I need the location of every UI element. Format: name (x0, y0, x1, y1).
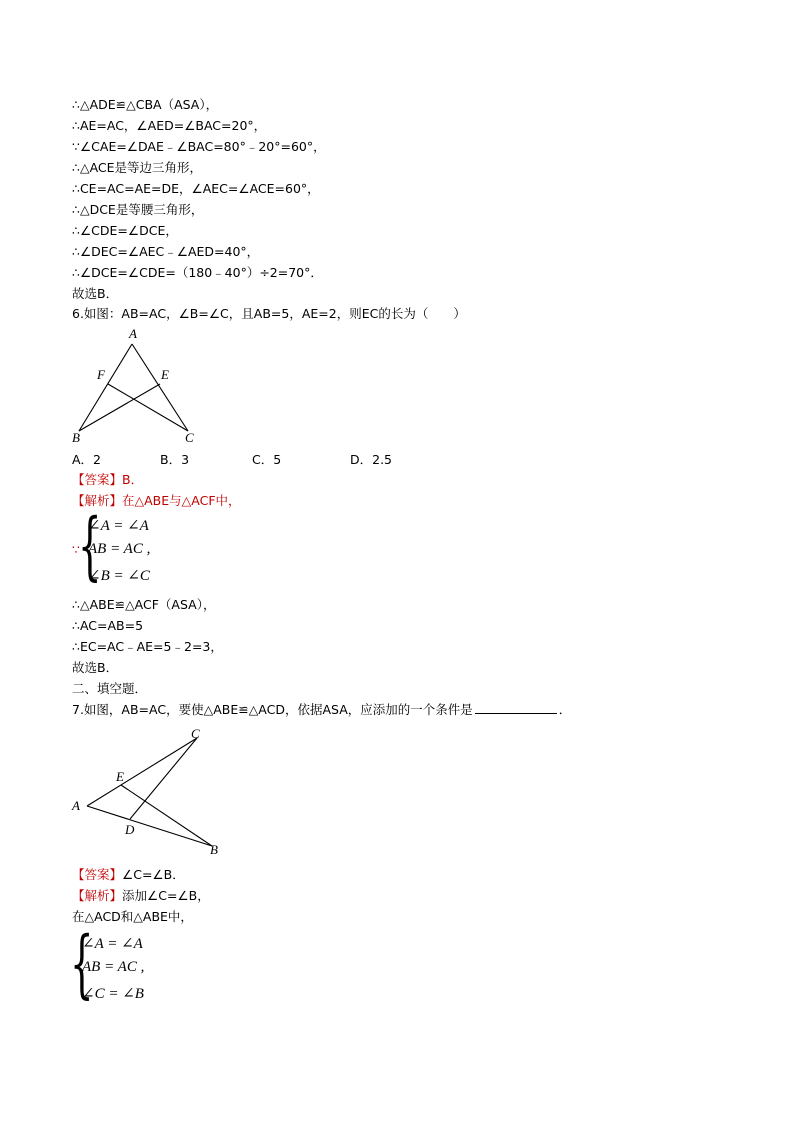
proof-line-1: ∴△ADE≌△CBA（ASA）， (72, 97, 219, 112)
q6-eq-3: ∠B = ∠C (88, 568, 150, 584)
q6-conclusion: 故选B． (72, 660, 119, 675)
q6-step-1: ∴△ABE≌△ACF（ASA）， (72, 597, 216, 612)
q7-analysis-tag: 【解析】 (72, 888, 123, 903)
q6-side-ab (79, 344, 132, 431)
q7-segment-ac (87, 738, 197, 806)
q7-answer-blank[interactable] (475, 702, 557, 714)
q6-triangle-figure (68, 326, 208, 448)
q7-answer-line (72, 866, 185, 884)
q6-label-c: C (185, 430, 194, 445)
q6-question: 6.如图：AB=AC，∠B=∠C，且AB=5，AE=2，则EC的长为（ ） (72, 306, 466, 321)
q7-answer: ∠C=∠B． (122, 867, 185, 882)
q6-eq-2: AB = AC , (88, 541, 151, 557)
q7-question (72, 701, 571, 719)
q6-analysis-tag: 【解析】 (72, 493, 123, 508)
proof-line-3: ∵∠CAE=∠DAE﹣∠BAC=80°﹣20°=60°， (72, 139, 326, 154)
q7-system-brace: { (70, 921, 94, 1007)
proof-line-2: ∴AE=AC，∠AED=∠BAC=20°， (72, 118, 267, 133)
q6-option-b: B．3 (160, 452, 190, 467)
q6-step-2: ∴AC=AB=5 (72, 618, 144, 633)
q6-option-c: C．5 (252, 452, 282, 467)
q6-answer: B． (122, 472, 144, 487)
q7-label-a: A (72, 798, 80, 813)
q5-conclusion: 故选B． (72, 286, 119, 301)
q7-figure (68, 724, 228, 860)
q6-analysis: 在△ABE与△ACF中， (122, 493, 241, 508)
proof-line-9: ∴∠DCE=∠CDE=（180﹣40°）÷2=70°． (72, 265, 323, 280)
proof-line-4: ∴△ACE是等边三角形， (72, 160, 203, 175)
q6-step-3: ∴EC=AC﹣AE=5﹣2=3， (72, 639, 223, 654)
proof-line-8: ∴∠DEC=∠AEC﹣∠AED=40°， (72, 244, 260, 259)
proof-line-6: ∴△DCE是等腰三角形， (72, 202, 204, 217)
q7-question-end: ． (558, 702, 572, 717)
q7-segment-eb (121, 785, 212, 846)
proof-line-7: ∴∠CDE=∠DCE， (72, 223, 178, 238)
q7-segment-ab (87, 806, 212, 846)
q6-option-a: A．2 (72, 452, 102, 467)
proof-line-5: ∴CE=AC=AE=DE，∠AEC=∠ACE=60°， (72, 181, 320, 196)
q7-line-2: 在△ACD和△ABE中， (72, 909, 193, 924)
q7-eq-2: AB = AC , (82, 959, 145, 975)
q7-label-b: B (210, 842, 218, 857)
q7-label-e: E (116, 769, 124, 784)
q7-eq-3: ∠C = ∠B (82, 986, 144, 1002)
section-2-heading: 二、填空题． (72, 681, 148, 696)
q6-label-f: F (97, 367, 105, 382)
q6-label-a: A (129, 326, 137, 341)
q6-eq-1: ∠A = ∠A (88, 518, 149, 534)
q7-question-text: 7.如图，AB=AC，要使△ABE≌△ACD，依据ASA，应添加的一个条件是 (72, 702, 473, 717)
q6-answer-tag: 【答案】 (72, 472, 123, 487)
q7-analysis: 添加∠C=∠B， (122, 888, 210, 903)
q7-answer-tag: 【答案】 (72, 867, 123, 882)
q6-side-ac (132, 344, 188, 431)
q7-eq-1: ∠A = ∠A (82, 936, 143, 952)
q7-segment-cd (130, 738, 197, 819)
q6-answer-line (72, 471, 143, 489)
q6-system-brace: { (78, 503, 102, 589)
q7-label-d: D (125, 822, 135, 837)
q7-label-c: C (191, 726, 200, 741)
q7-analysis-line (72, 887, 210, 905)
q6-label-e: E (161, 367, 169, 382)
q6-because-symbol: ∵ (72, 542, 80, 557)
q6-label-b: B (72, 430, 80, 445)
q6-option-d: D．2.5 (350, 452, 393, 467)
